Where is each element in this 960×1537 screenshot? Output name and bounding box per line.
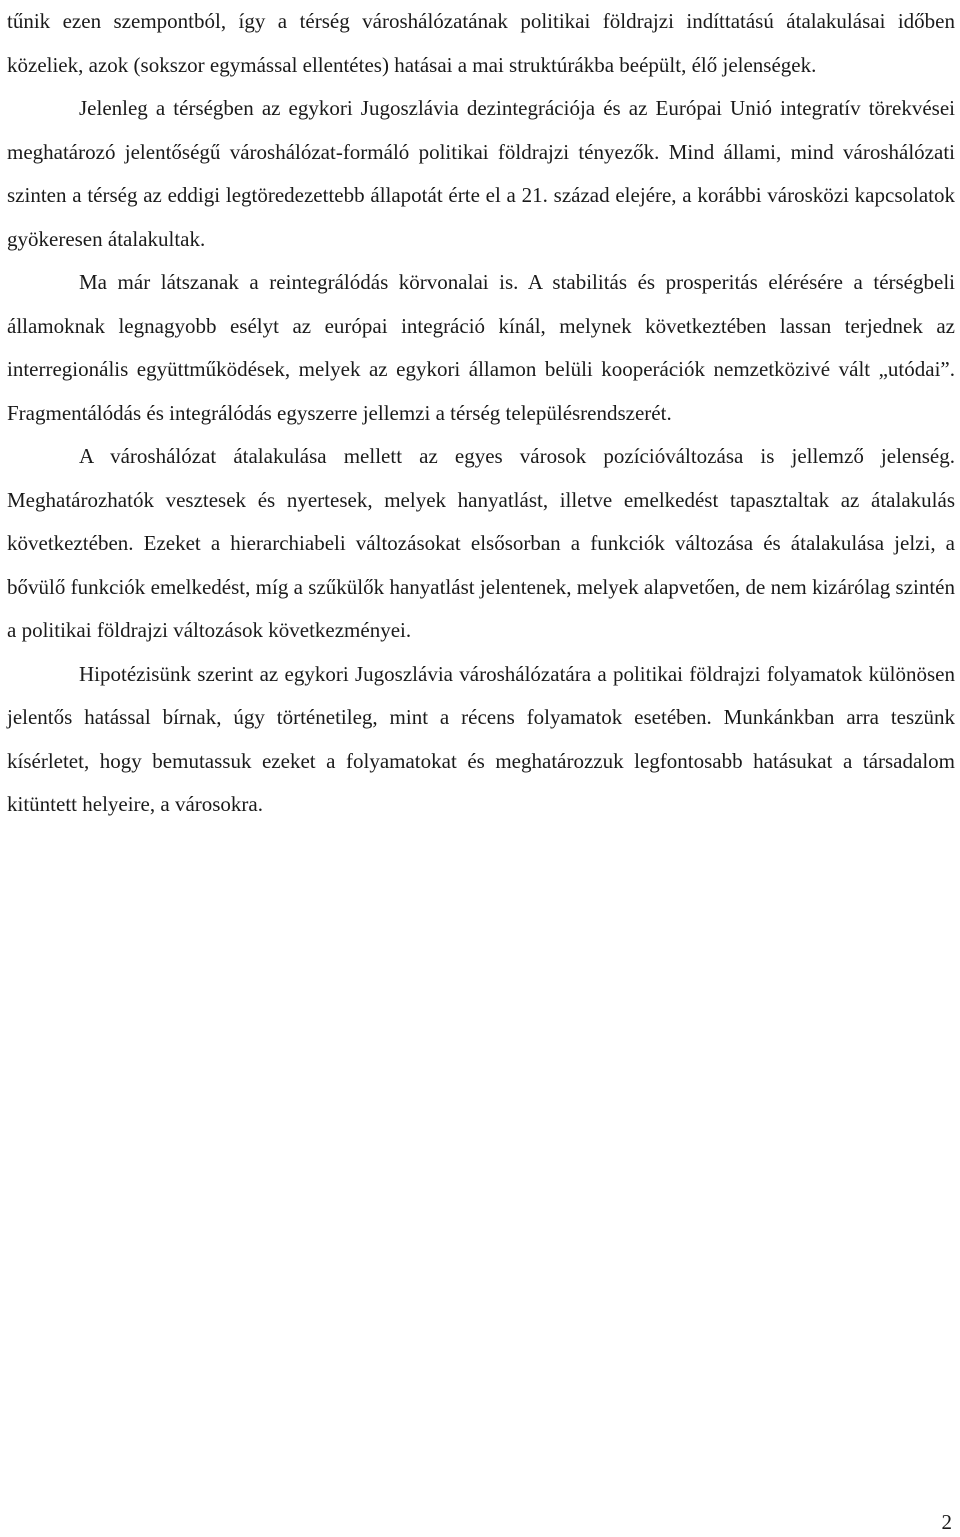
page-number: 2 (941, 1510, 952, 1534)
paragraph-1: tűnik ezen szempontból, így a térség városhálózatának politikai földrajzi indíttatású átalakulásai időben közeliek, azok (sokszor egymással ellentétes) hatásai a mai struktúrákba beépült, élő jelenségek. (7, 9, 955, 77)
paragraph-3: Ma már látszanak a reintegrálódás körvonalai is. A stabilitás és prosperitás elérésére a térségbeli államoknak legnagyobb esélyt az európai integráció kínál, melynek következtében lassan terjednek az interregionális együttműködések, melyek az egykori államon belüli kooperációk nemzetközivé vált „utódai”. Fragmentálódás és integrálódás egyszerre jellemzi a térség településrendszerét. (7, 270, 955, 425)
paragraph-2: Jelenleg a térségben az egykori Jugoszlávia dezintegrációja és az Európai Unió integratív törekvései meghatározó jelentőségű városhálózat-formáló politikai földrajzi tényezők. Mind állami, mind városhálózati szinten a térség az eddigi legtöredezettebb állapotát érte el a 21. század elejére, a korábbi városközi kapcsolatok gyökeresen átalakultak. (7, 96, 955, 251)
body-text (7, 0, 955, 827)
paragraph-4: A városhálózat átalakulása mellett az egyes városok pozícióváltozása is jellemző jelenség. Meghatározhatók vesztesek és nyertesek, melyek hanyatlást, illetve emelkedést tapasztaltak az átalakulás következtében. Ezeket a hierarchiabeli változásokat elsősorban a funkciók változása és átalakulása jelzi, a bővülő funkciók emelkedést, míg a szűkülők hanyatlást jelentenek, melyek alapvetően, de nem kizárólag szintén a politikai földrajzi változások következményei. (7, 444, 955, 642)
paragraph-5: Hipotézisünk szerint az egykori Jugoszlávia városhálózatára a politikai földrajzi folyamatok különösen jelentős hatással bírnak, úgy történetileg, mint a récens folyamatok esetében. Munkánkban arra teszünk kísérletet, hogy bemutassuk ezeket a folyamatokat és meghatározzuk legfontosabb hatásukat a társadalom kitüntett helyeire, a városokra. (7, 661, 955, 816)
